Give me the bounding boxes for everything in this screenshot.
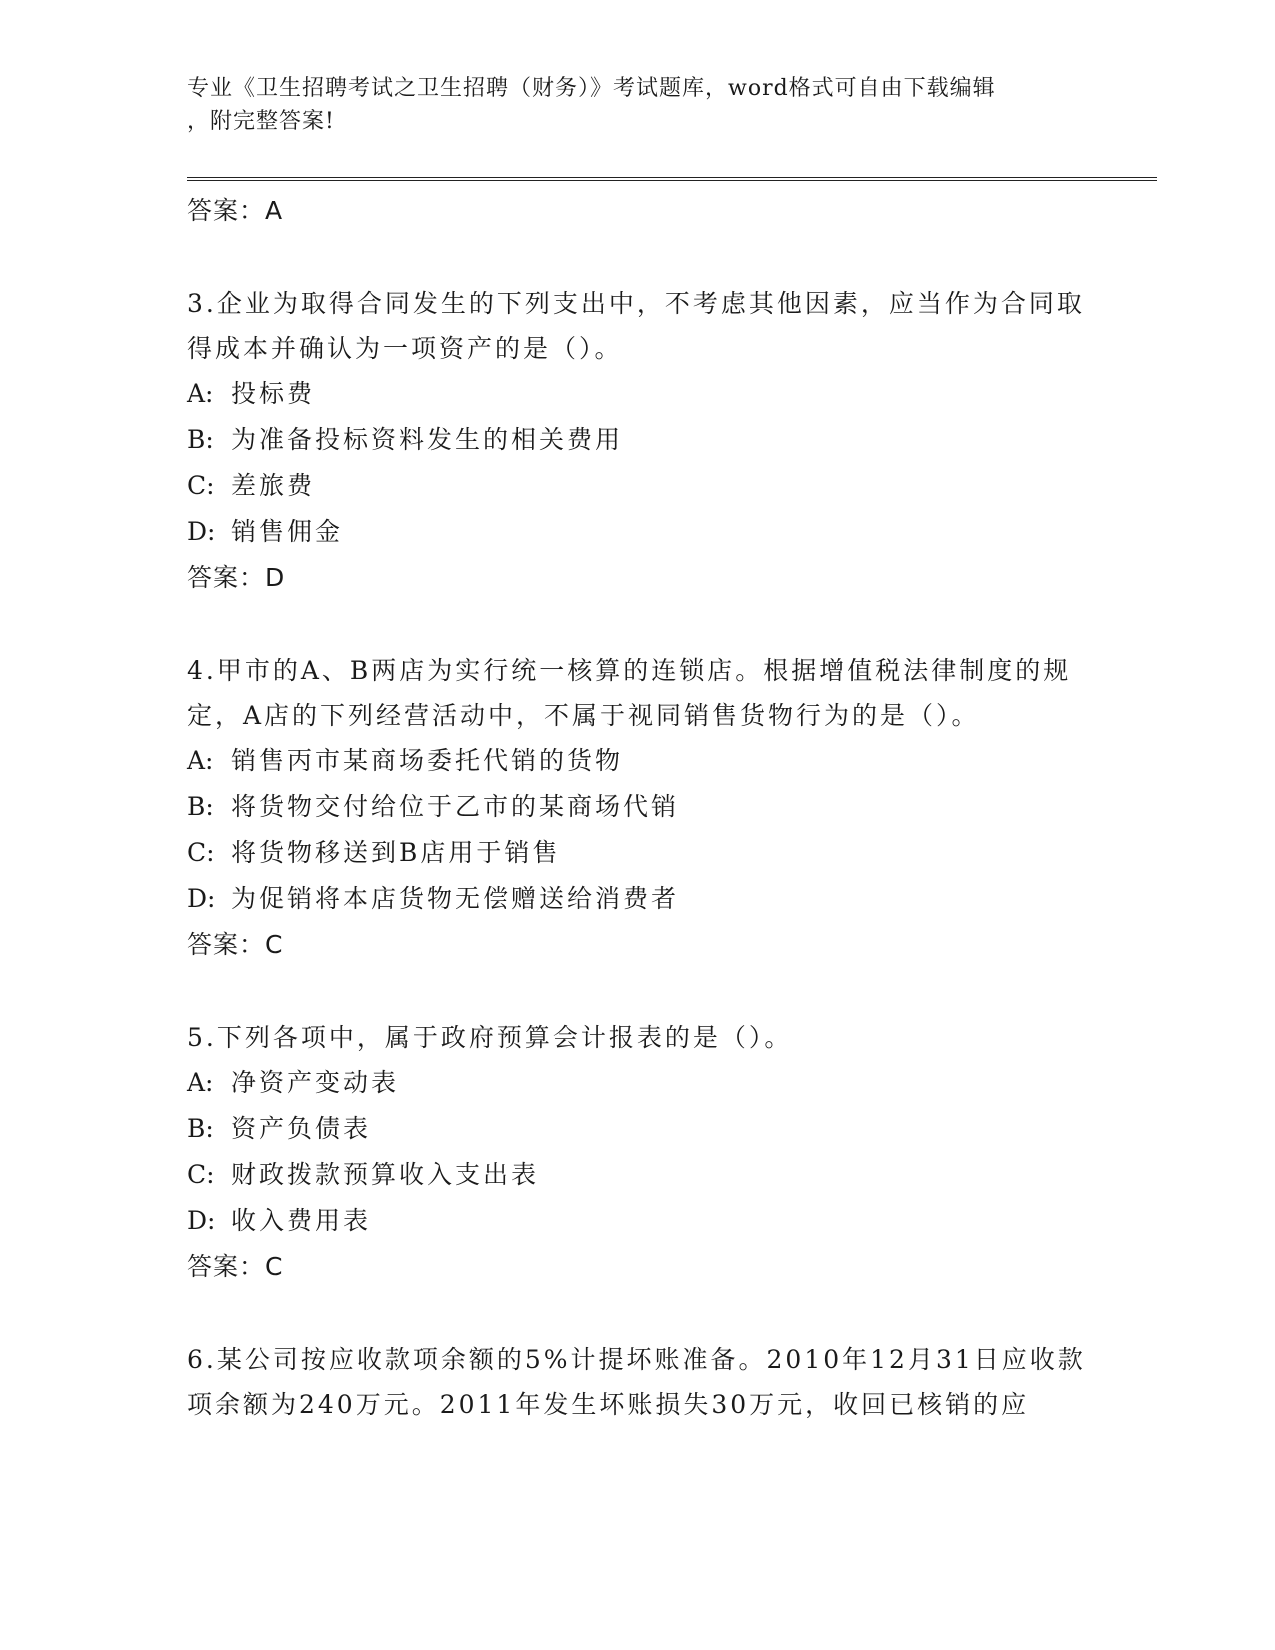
option-letter: D: — [187, 1206, 216, 1235]
answer-label: 答案： — [187, 930, 266, 959]
question-text: 3.企业为取得合同发生的下列支出中，不考虑其他因素，应当作为合同取得成本并确认为一项资产的是（）。 — [187, 289, 1085, 363]
option-b — [187, 1106, 1107, 1152]
answer-value: C — [265, 930, 284, 959]
question-3 — [187, 281, 1107, 601]
option-text: 销售佣金 — [231, 517, 344, 546]
option-letter: A: — [187, 746, 214, 775]
answer-value: C — [265, 1252, 284, 1281]
option-letter: B: — [187, 425, 214, 454]
option-a — [187, 1060, 1107, 1106]
question-4 — [187, 648, 1107, 968]
option-c — [187, 463, 1107, 509]
option-a — [187, 371, 1107, 417]
answer-line — [187, 188, 1107, 234]
option-text: 收入费用表 — [231, 1206, 372, 1235]
answer-value: D — [265, 563, 286, 592]
option-letter: B: — [187, 1114, 214, 1143]
option-letter: A: — [187, 379, 214, 408]
question-text: 4.甲市的A、B两店为实行统一核算的连锁店。根据增值税法律制度的规定，A店的下列经营活动中，不属于视同销售货物行为的是（）。 — [187, 656, 1072, 730]
answer-label: 答案： — [187, 196, 266, 225]
option-text: 财政拨款预算收入支出表 — [231, 1160, 540, 1189]
option-text: 为准备投标资料发生的相关费用 — [231, 425, 624, 454]
option-d — [187, 876, 1107, 922]
option-a — [187, 738, 1107, 784]
option-c — [187, 830, 1107, 876]
option-text: 将货物移送到B店用于销售 — [231, 838, 561, 867]
option-letter: C: — [187, 1160, 215, 1189]
option-text: 差旅费 — [231, 471, 316, 500]
answer-line — [187, 922, 1107, 968]
header-divider — [187, 177, 1157, 181]
question-5 — [187, 1015, 1107, 1290]
option-b — [187, 784, 1107, 830]
answer-value: A — [265, 196, 284, 225]
answer-label: 答案： — [187, 563, 266, 592]
option-letter: B: — [187, 792, 214, 821]
question-6 — [187, 1337, 1107, 1427]
option-d — [187, 1198, 1107, 1244]
document-header — [187, 72, 1087, 138]
question-text: 5.下列各项中，属于政府预算会计报表的是（）。 — [187, 1023, 793, 1052]
option-text: 资产负债表 — [231, 1114, 372, 1143]
header-line-1: 专业《卫生招聘考试之卫生招聘（财务）》考试题库，word格式可自由下载编辑 — [187, 76, 996, 101]
document-body — [187, 188, 1107, 1427]
option-d — [187, 509, 1107, 555]
option-text: 为促销将本店货物无偿赠送给消费者 — [231, 884, 680, 913]
answer-line — [187, 555, 1107, 601]
option-letter: D: — [187, 517, 216, 546]
option-text: 净资产变动表 — [231, 1068, 400, 1097]
option-b — [187, 417, 1107, 463]
option-letter: D: — [187, 884, 216, 913]
header-line-2: ，附完整答案! — [187, 109, 335, 134]
question-text: 6.某公司按应收款项余额的5%计提坏账准备。2010年12月31日应收款项余额为240万元。2011年发生坏账损失30万元，收回已核销的应 — [187, 1345, 1086, 1419]
answer-label: 答案： — [187, 1252, 266, 1281]
option-text: 将货物交付给位于乙市的某商场代销 — [231, 792, 680, 821]
option-letter: A: — [187, 1068, 214, 1097]
option-text: 销售丙市某商场委托代销的货物 — [231, 746, 624, 775]
option-text: 投标费 — [231, 379, 316, 408]
option-letter: C: — [187, 838, 215, 867]
answer-line — [187, 1244, 1107, 1290]
option-c — [187, 1152, 1107, 1198]
option-letter: C: — [187, 471, 215, 500]
